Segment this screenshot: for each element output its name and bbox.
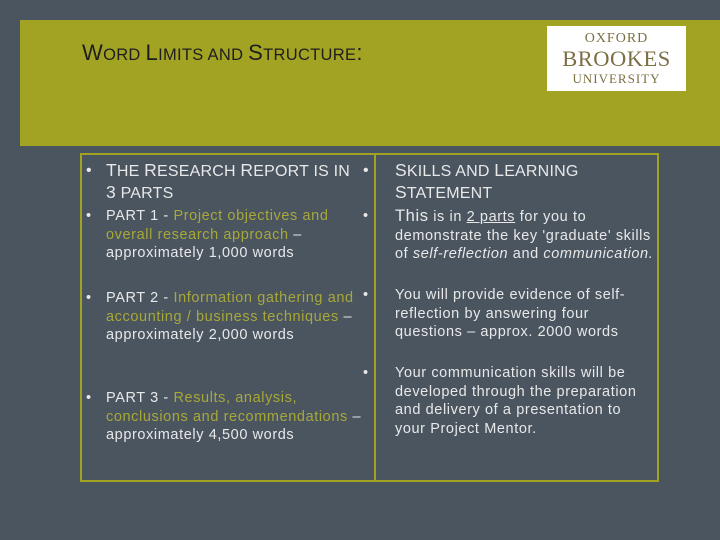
heading-line	[106, 182, 370, 204]
heading-text: 3	[106, 182, 116, 202]
part-label: PART 1 -	[106, 208, 174, 224]
part-topic: Results, analysis, conclusions and recommendations	[106, 390, 348, 425]
heading-line	[106, 160, 370, 182]
heading-text: R	[240, 160, 254, 180]
heading-text: EPORT IS IN	[253, 163, 351, 180]
part-word-count: – approximately 4,500 words	[106, 408, 362, 443]
bullet: •	[86, 162, 92, 179]
bullet: •	[363, 162, 369, 179]
bullet: •	[363, 287, 369, 303]
heading-text: L	[494, 160, 505, 180]
heading-text: R	[144, 160, 158, 180]
bullet: •	[86, 390, 92, 406]
oxford-brookes-logo	[547, 26, 686, 91]
title-banner	[20, 20, 720, 146]
part-label: PART 3 -	[106, 390, 174, 406]
heading-text: IMITS AND	[158, 46, 249, 64]
heading-text: KILLS AND	[406, 163, 495, 180]
skills-statement-column: • SKILLS AND LEARNING STATEMENT • This is in 2 parts for you to demonstrate the key 'graduate' skills of self-reflection and communication. • You will provide evidence of self-reflection by answering four questions – approx. 2000 words • Your communication skills will be developed through the preparation and delivery of a presentation to your Project Mentor.	[376, 153, 659, 482]
heading-text: S	[395, 182, 407, 202]
heading-text: ESEARCH	[157, 163, 241, 180]
logo-line-university: UNIVERSITY	[572, 71, 661, 86]
heading-text: TATEMENT	[406, 185, 493, 202]
part-word-count: – approximately 1,000 words	[106, 226, 302, 261]
part-label: PART 2 -	[106, 290, 174, 306]
heading-text: TRUCTURE	[263, 46, 357, 64]
heading-text: W	[82, 40, 104, 65]
slide-title	[82, 40, 363, 66]
heading-text: PARTS	[115, 185, 174, 202]
heading-line	[395, 182, 655, 204]
bullet: •	[363, 208, 369, 224]
heading-text: EARNING	[504, 163, 579, 180]
bullet: •	[363, 365, 369, 381]
bullet: •	[86, 290, 92, 306]
heading-text: L	[145, 40, 159, 65]
heading-text: HE	[116, 163, 145, 180]
logo-line-oxford: OXFORD	[584, 31, 649, 46]
heading-line	[395, 160, 655, 182]
part-word-count: – approximately 2,000 words	[106, 308, 353, 343]
heading-text: S	[248, 40, 264, 65]
research-report-column	[80, 153, 376, 482]
bullet: •	[86, 208, 92, 224]
part-topic: Information gathering and accounting / business techniques	[106, 290, 354, 325]
heading-text: T	[106, 160, 117, 180]
heading-text: S	[395, 160, 407, 180]
part-topic: Project objectives and overall research approach	[106, 208, 329, 243]
heading-text: :	[356, 40, 363, 65]
heading-text: ORD	[103, 46, 146, 64]
logo-line-brookes: BROOKES	[562, 46, 671, 71]
